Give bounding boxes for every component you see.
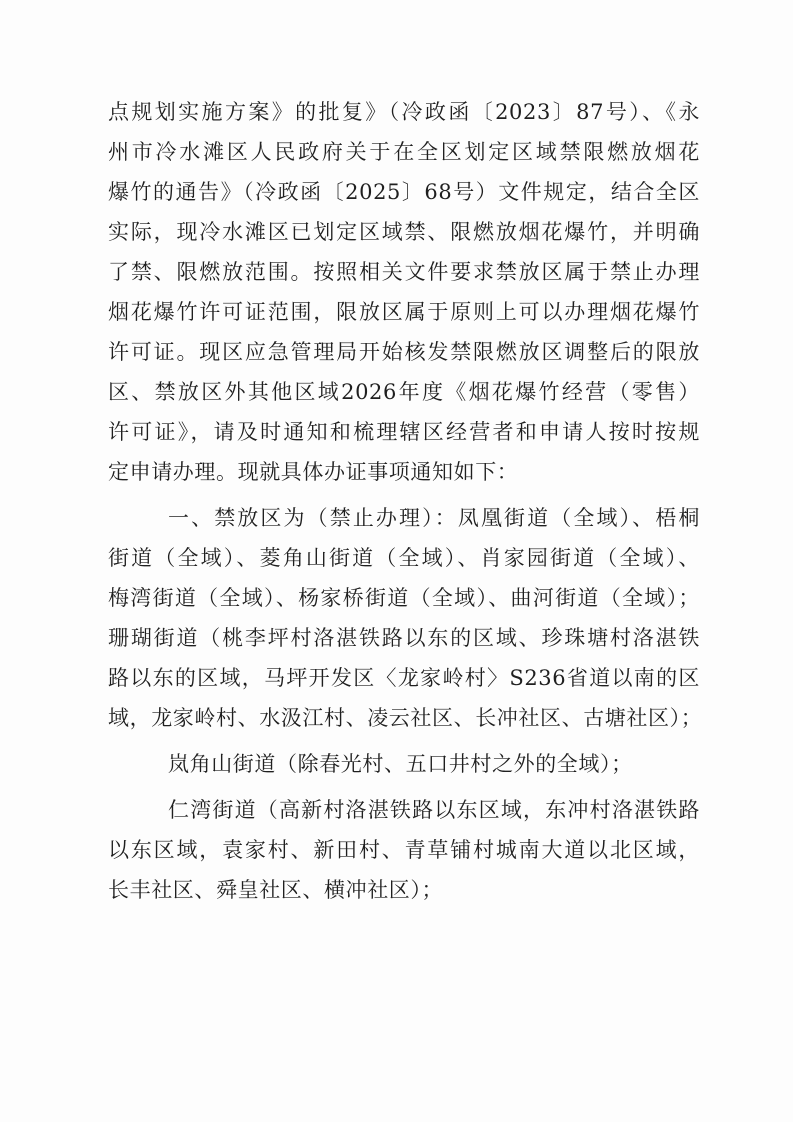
document-body: [108, 92, 703, 910]
text-line: 珊瑚街道（桃李坪村洛湛铁路以东的区域、珍珠塘村洛湛铁: [108, 626, 700, 650]
text-line: 区、禁放区外其他区域2026年度《烟花爆竹经营（零售）: [108, 380, 700, 404]
text-line: 仁湾街道（高新村洛湛铁路以东区域，东冲村洛湛铁路: [168, 798, 700, 822]
text-line: 实际，现冷水滩区已划定区域禁、限燃放烟花爆竹，并明确: [108, 220, 700, 244]
text-line: 街道（全域）、菱角山街道（全域）、肖家园街道（全域）、: [108, 546, 700, 570]
text-line: 定申请办理。现就具体办证事项通知如下：: [108, 460, 519, 484]
text-line: 域，龙家岭村、水汲江村、凌云社区、长冲社区、古塘社区）；: [108, 706, 703, 730]
text-line: 点规划实施方案》的批复》（冷政函〔2023〕87号）、《永: [108, 100, 700, 124]
section-heading-line: 一、禁放区为（禁止办理）：凤凰街道（全域）、梧桐: [168, 506, 700, 530]
text-line: 烟花爆竹许可证范围，限放区属于原则上可以办理烟花爆竹: [108, 300, 700, 324]
text-line: 梅湾街道（全域）、杨家桥街道（全域）、曲河街道（全域）；: [108, 586, 700, 610]
text-line: 以东区域，袁家村、新田村、青草铺村城南大道以北区域，: [108, 838, 700, 862]
text-line: 长丰社区、舜皇社区、横冲社区）；: [108, 878, 444, 902]
text-line: 路以东的区域，马坪开发区〈龙家岭村〉S236省道以南的区: [108, 666, 700, 690]
text-line: 许可证。现区应急管理局开始核发禁限燃放区调整后的限放: [108, 340, 700, 364]
text-line: 爆竹的通告》（冷政函〔2025〕68号）文件规定，结合全区: [108, 180, 700, 204]
text-line: 许可证》，请及时通知和梳理辖区经营者和申请人按时按规: [108, 420, 700, 444]
text-line: 州市冷水滩区人民政府关于在全区划定区域禁限燃放烟花: [108, 140, 700, 164]
text-line: 岚角山街道（除春光村、五口井村之外的全域）；: [168, 752, 633, 776]
text-line: 了禁、限燃放范围。按照相关文件要求禁放区属于禁止办理: [108, 260, 700, 284]
